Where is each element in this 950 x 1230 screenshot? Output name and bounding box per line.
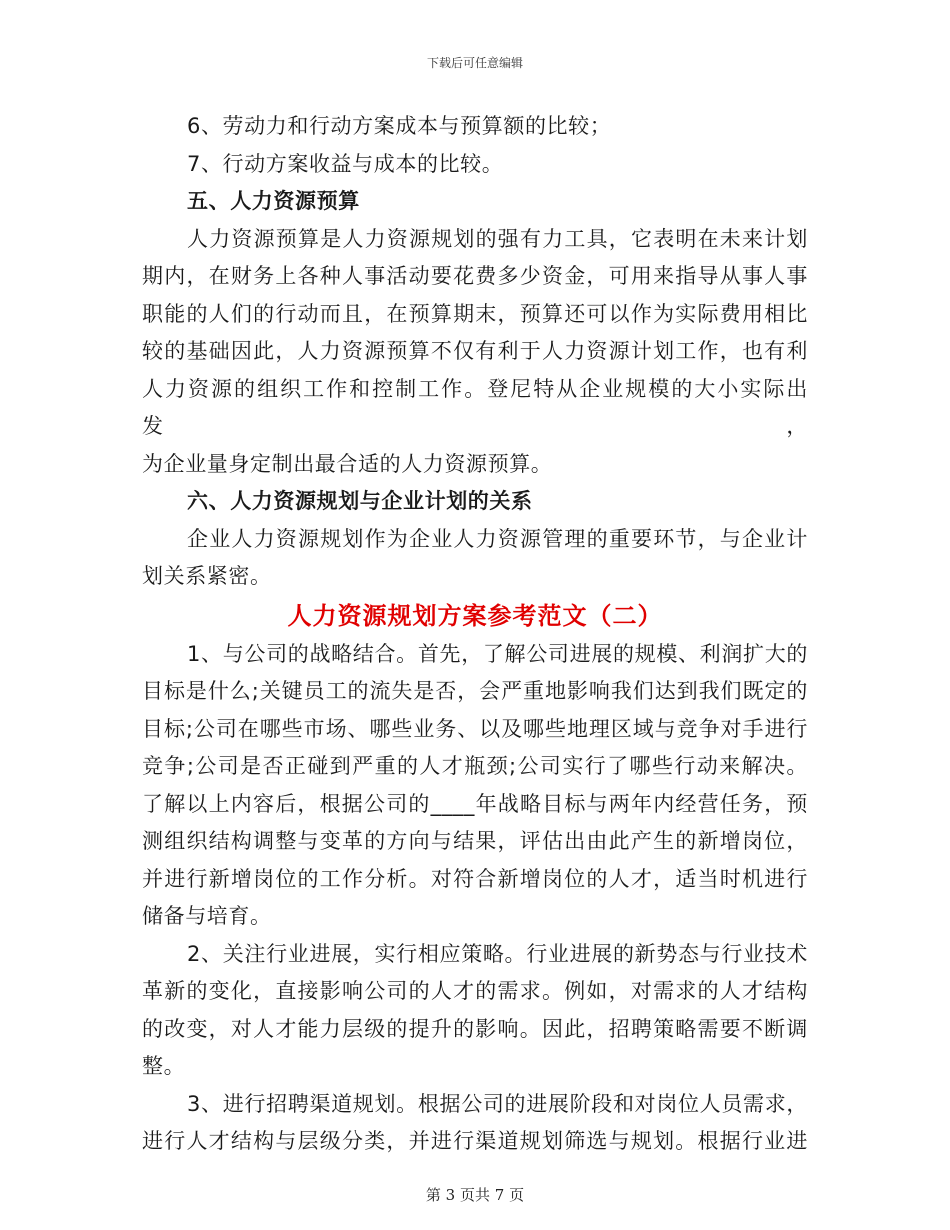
page-header: 下载后可任意编辑 bbox=[426, 56, 523, 70]
paragraph-line: 了解以上内容后，根据公司的____年战略目标与两年内经营任务，预 bbox=[142, 791, 808, 816]
paragraph-line: 目标;公司在哪些市场、哪些业务、以及哪些地理区域与竞争对手进行 bbox=[142, 716, 808, 741]
page-footer: 第 3 页共 7 页 bbox=[425, 1186, 525, 1204]
paragraph-line: 期内，在财务上各种人事活动要花费多少资金，可用来指导从事人事 bbox=[142, 264, 808, 288]
paragraph-line: 整。 bbox=[142, 1054, 186, 1078]
document-body bbox=[142, 108, 808, 1161]
paragraph-line: 1、与公司的战略结合。首先，了解公司进展的规模、利润扩大的 bbox=[187, 641, 808, 666]
paragraph-line: 7、行动方案收益与成本的比较。 bbox=[187, 151, 504, 176]
paragraph-line: 储备与培育。 bbox=[142, 904, 272, 928]
paragraph-line: 并进行新增岗位的工作分析。对符合新增岗位的人才，适当时机进行 bbox=[142, 866, 808, 891]
paragraph-line: 3、进行招聘渠道规划。根据公司的进展阶段和对岗位人员需求， bbox=[187, 1091, 808, 1116]
paragraph-line: 革新的变化，直接影响公司的人才的需求。例如，对需求的人才结构 bbox=[142, 979, 808, 1003]
paragraph-line: 的改变，对人才能力层级的提升的影响。因此，招聘策略需要不断调 bbox=[142, 1016, 808, 1041]
paragraph-line: 企业人力资源规划作为企业人力资源管理的重要环节，与企业计 bbox=[187, 526, 808, 551]
paragraph-line: 6、劳动力和行动方案成本与预算额的比较； bbox=[187, 114, 612, 138]
paragraph-line: 为企业量身定制出最合适的人力资源预算。 bbox=[142, 451, 553, 476]
section-heading: 五、人力资源预算 bbox=[187, 189, 360, 213]
paragraph-line: 目标是什么;关键员工的流失是否，会严重地影响我们达到我们既定的 bbox=[142, 679, 808, 703]
paragraph-line: 人力资源预算是人力资源规划的强有力工具，它表明在未来计划 bbox=[187, 226, 808, 251]
paragraph-line: 进行人才结构与层级分类，并进行渠道规划筛选与规划。根据行业进 bbox=[142, 1129, 808, 1153]
paragraph-line: 2、关注行业进展，实行相应策略。行业进展的新势态与行业技术 bbox=[187, 941, 808, 966]
paragraph-line: 较的基础因此，人力资源预算不仅有利于人力资源计划工作，也有利 bbox=[142, 339, 808, 363]
paragraph-line: 人力资源的组织工作和控制工作。登尼特从企业规模的大小实际出发， bbox=[142, 376, 808, 438]
paragraph-line: 划关系紧密。 bbox=[142, 564, 272, 588]
paragraph-line: 测组织结构调整与变革的方向与结果，评估出由此产生的新增岗位， bbox=[142, 829, 808, 853]
section-heading: 六、人力资源规划与企业计划的关系 bbox=[187, 489, 533, 513]
document-title: 人力资源规划方案参考范文（二） bbox=[287, 601, 663, 630]
paragraph-line: 职能的人们的行动而且，在预算期末，预算还可以作为实际费用相比 bbox=[142, 301, 808, 326]
paragraph-line: 竞争;公司是否正碰到严重的人才瓶颈;公司实行了哪些行动来解决。 bbox=[142, 754, 808, 778]
